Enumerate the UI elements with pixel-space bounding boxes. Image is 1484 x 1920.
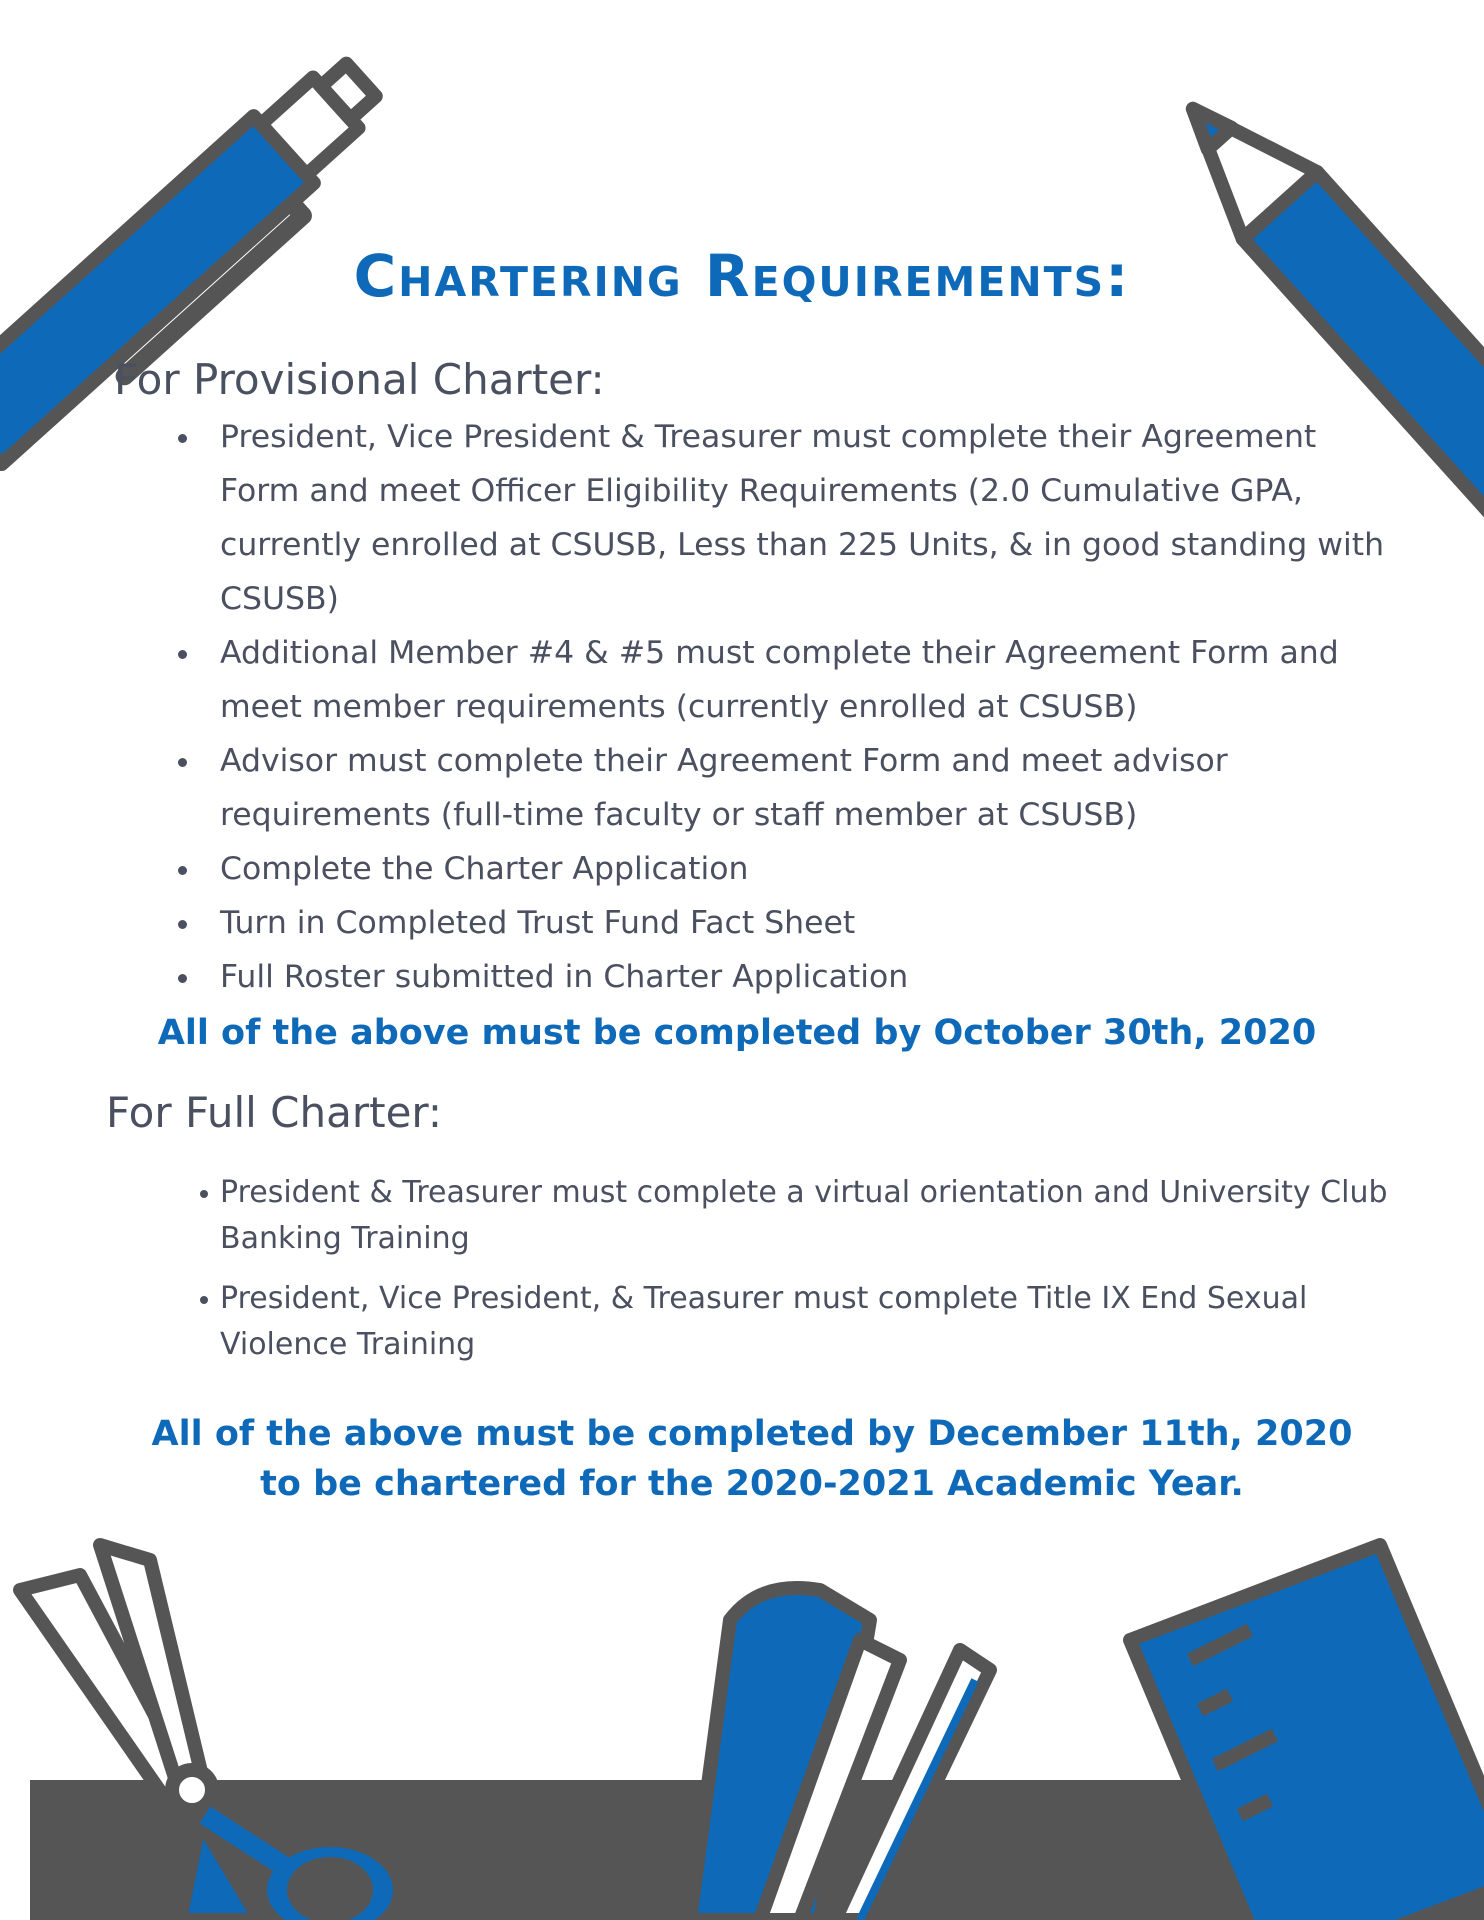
list-item: Full Roster submitted in Charter Application <box>172 950 1392 1004</box>
full-deadline-line1: All of the above must be completed by December 11th, 2020 <box>151 1414 1353 1454</box>
list-item: Turn in Completed Trust Fund Fact Sheet <box>172 896 1392 950</box>
list-item: President, Vice President & Treasurer must complete their Agreement Form and meet Officer Eligibility Requirements (2.0 Cumulative GPA, currently enrolled at CSUSB, Less than 225 Units, & in good standing with CSUSB) <box>172 410 1392 626</box>
full-deadline-line2: to be chartered for the 2020-2021 Academic Year. <box>260 1464 1244 1504</box>
list-item: Additional Member #4 & #5 must complete their Agreement Form and meet member requirements (currently enrolled at CSUSB) <box>172 626 1392 734</box>
list-item: President & Treasurer must complete a virtual orientation and University Club Banking Training <box>196 1170 1396 1262</box>
provisional-deadline: All of the above must be completed by October 30th, 2020 <box>157 1013 1317 1053</box>
list-item: Advisor must complete their Agreement Form and meet advisor requirements (full-time faculty or staff member at CSUSB) <box>172 734 1392 842</box>
full-charter-heading: For Full Charter: <box>106 1088 443 1137</box>
full-requirements-list <box>196 1170 1396 1382</box>
page-title: Chartering Requirements: <box>353 242 1131 310</box>
list-item: President, Vice President, & Treasurer must complete Title IX End Sexual Violence Training <box>196 1276 1396 1368</box>
provisional-requirements-list <box>172 410 1392 1004</box>
provisional-charter-heading: For Provisional Charter: <box>114 355 605 404</box>
list-item: Complete the Charter Application <box>172 842 1392 896</box>
